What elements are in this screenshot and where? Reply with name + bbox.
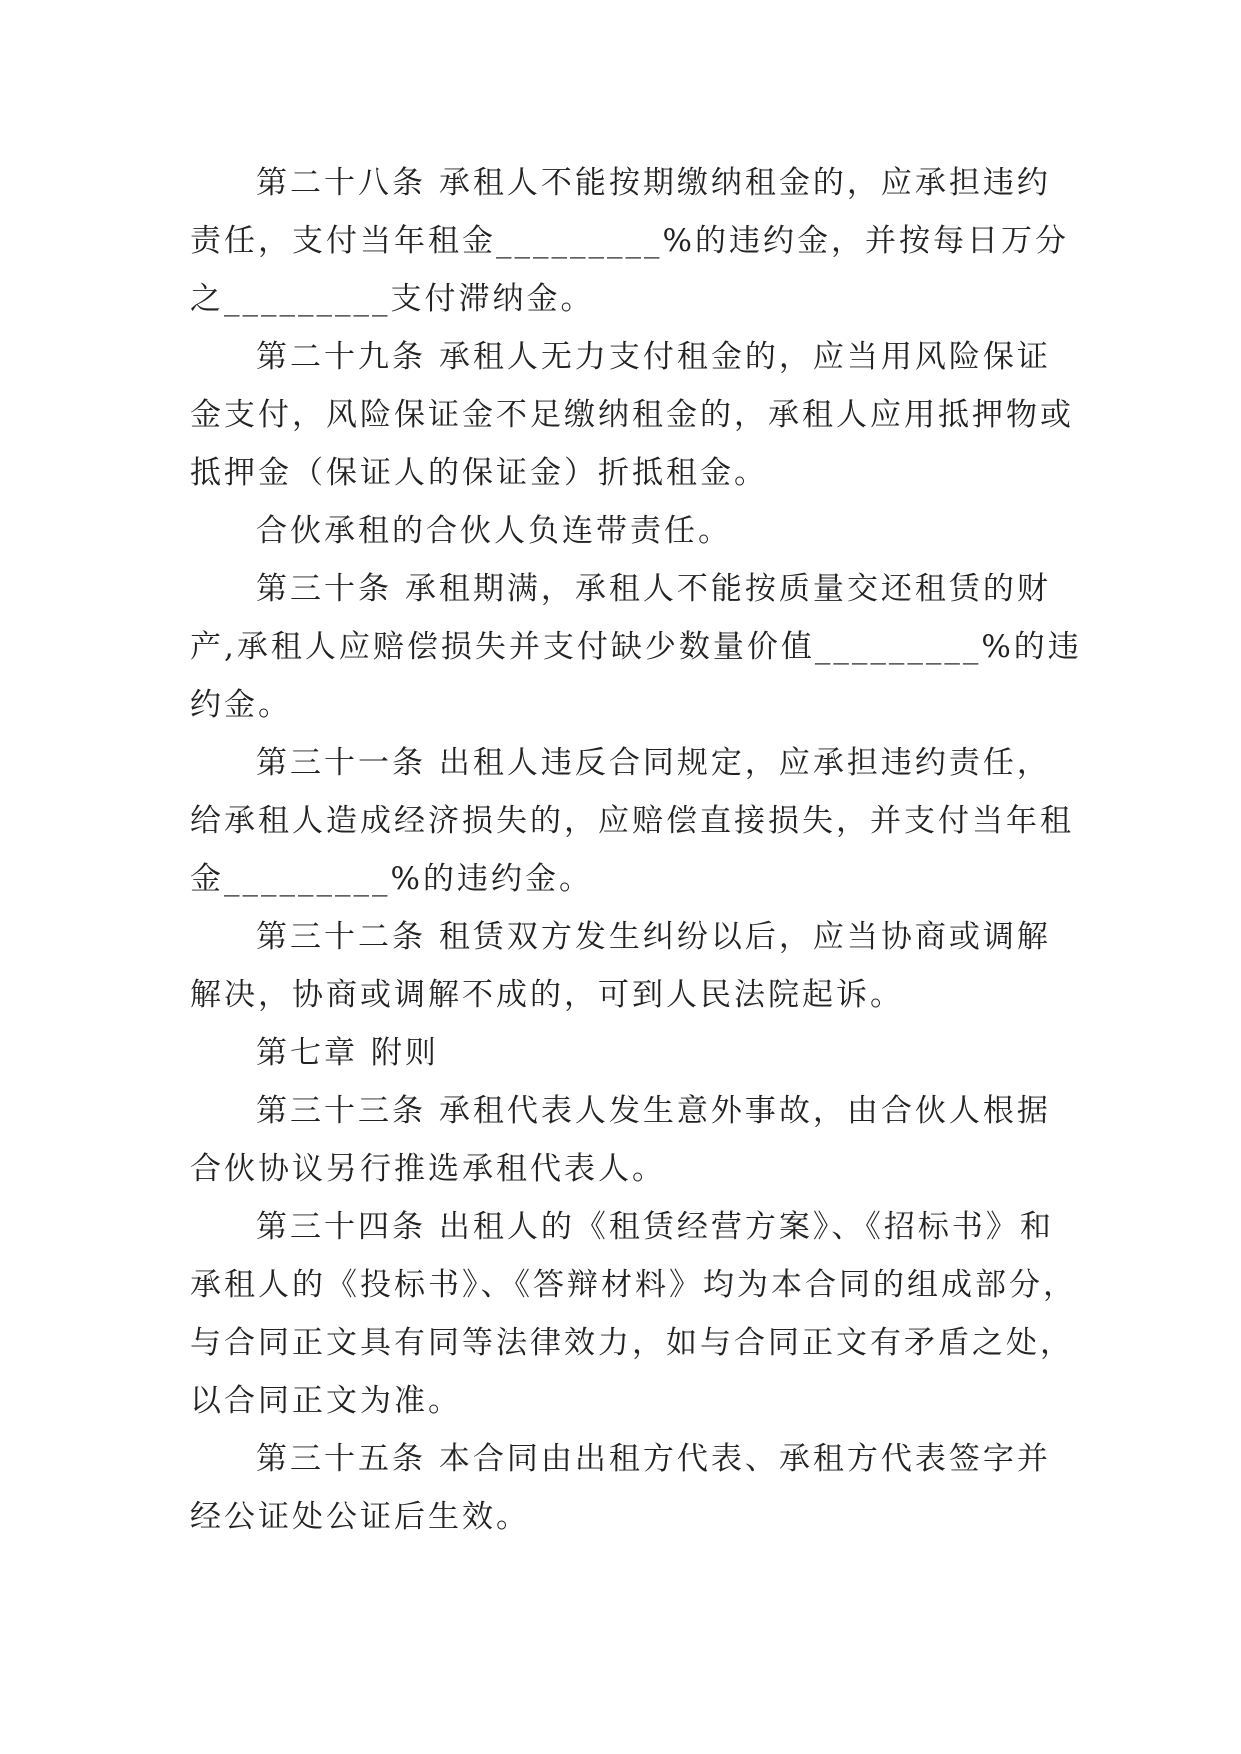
text-line: 金_________%的违约金。 [190,861,593,897]
text-line: 合伙协议另行推选承租代表人。 [190,1151,666,1187]
text-line: 第三十条 承租期满，承租人不能按质量交还租赁的财 [256,571,1051,607]
text-line: 第二十九条 承租人无力支付租金的，应当用风险保证 [256,339,1051,375]
text-line: 金支付，风险保证金不足缴纳租金的，承租人应用抵押物或 [190,397,1074,433]
text-line: 以合同正文为准。 [190,1383,462,1419]
text-line: 抵押金（保证人的保证金）折抵租金。 [190,455,768,491]
contract-text-body [190,154,1082,1546]
text-line: 第三十五条 本合同由出租方代表、承租方代表签字并 [256,1441,1051,1477]
text-line: 第三十二条 租赁双方发生纠纷以后，应当协商或调解 [256,919,1051,955]
text-line: 第三十三条 承租代表人发生意外事故，由合伙人根据 [256,1093,1051,1129]
text-line: 经公证处公证后生效。 [190,1499,530,1535]
text-line: 第二十八条 承租人不能按期缴纳租金的，应承担违约 [256,165,1051,201]
text-line: 约金。 [190,687,292,723]
text-line: 之_________支付滞纳金。 [190,281,595,317]
text-line: 与合同正文具有同等法律效力，如与合同正文有矛盾之处， [190,1325,1074,1361]
text-line: 第三十四条 出租人的《租赁经营方案》、《招标书》和 [256,1209,1054,1245]
text-line: 第三十一条 出租人违反合同规定，应承担违约责任， [256,745,1051,781]
text-line: 承租人的《投标书》、《答辩材料》均为本合同的组成部分， [190,1267,1077,1303]
text-line: 第七章 附则 [256,1035,439,1071]
text-line: 产,承租人应赔偿损失并支付缺少数量价值_________%的违 [190,629,1082,665]
text-line: 解决，协商或调解不成的，可到人民法院起诉。 [190,977,904,1013]
text-line: 给承租人造成经济损失的，应赔偿直接损失，并支付当年租 [190,803,1074,839]
text-line: 合伙承租的合伙人负连带责任。 [256,513,732,549]
text-line: 责任，支付当年租金_________%的违约金，并按每日万分 [190,223,1069,259]
